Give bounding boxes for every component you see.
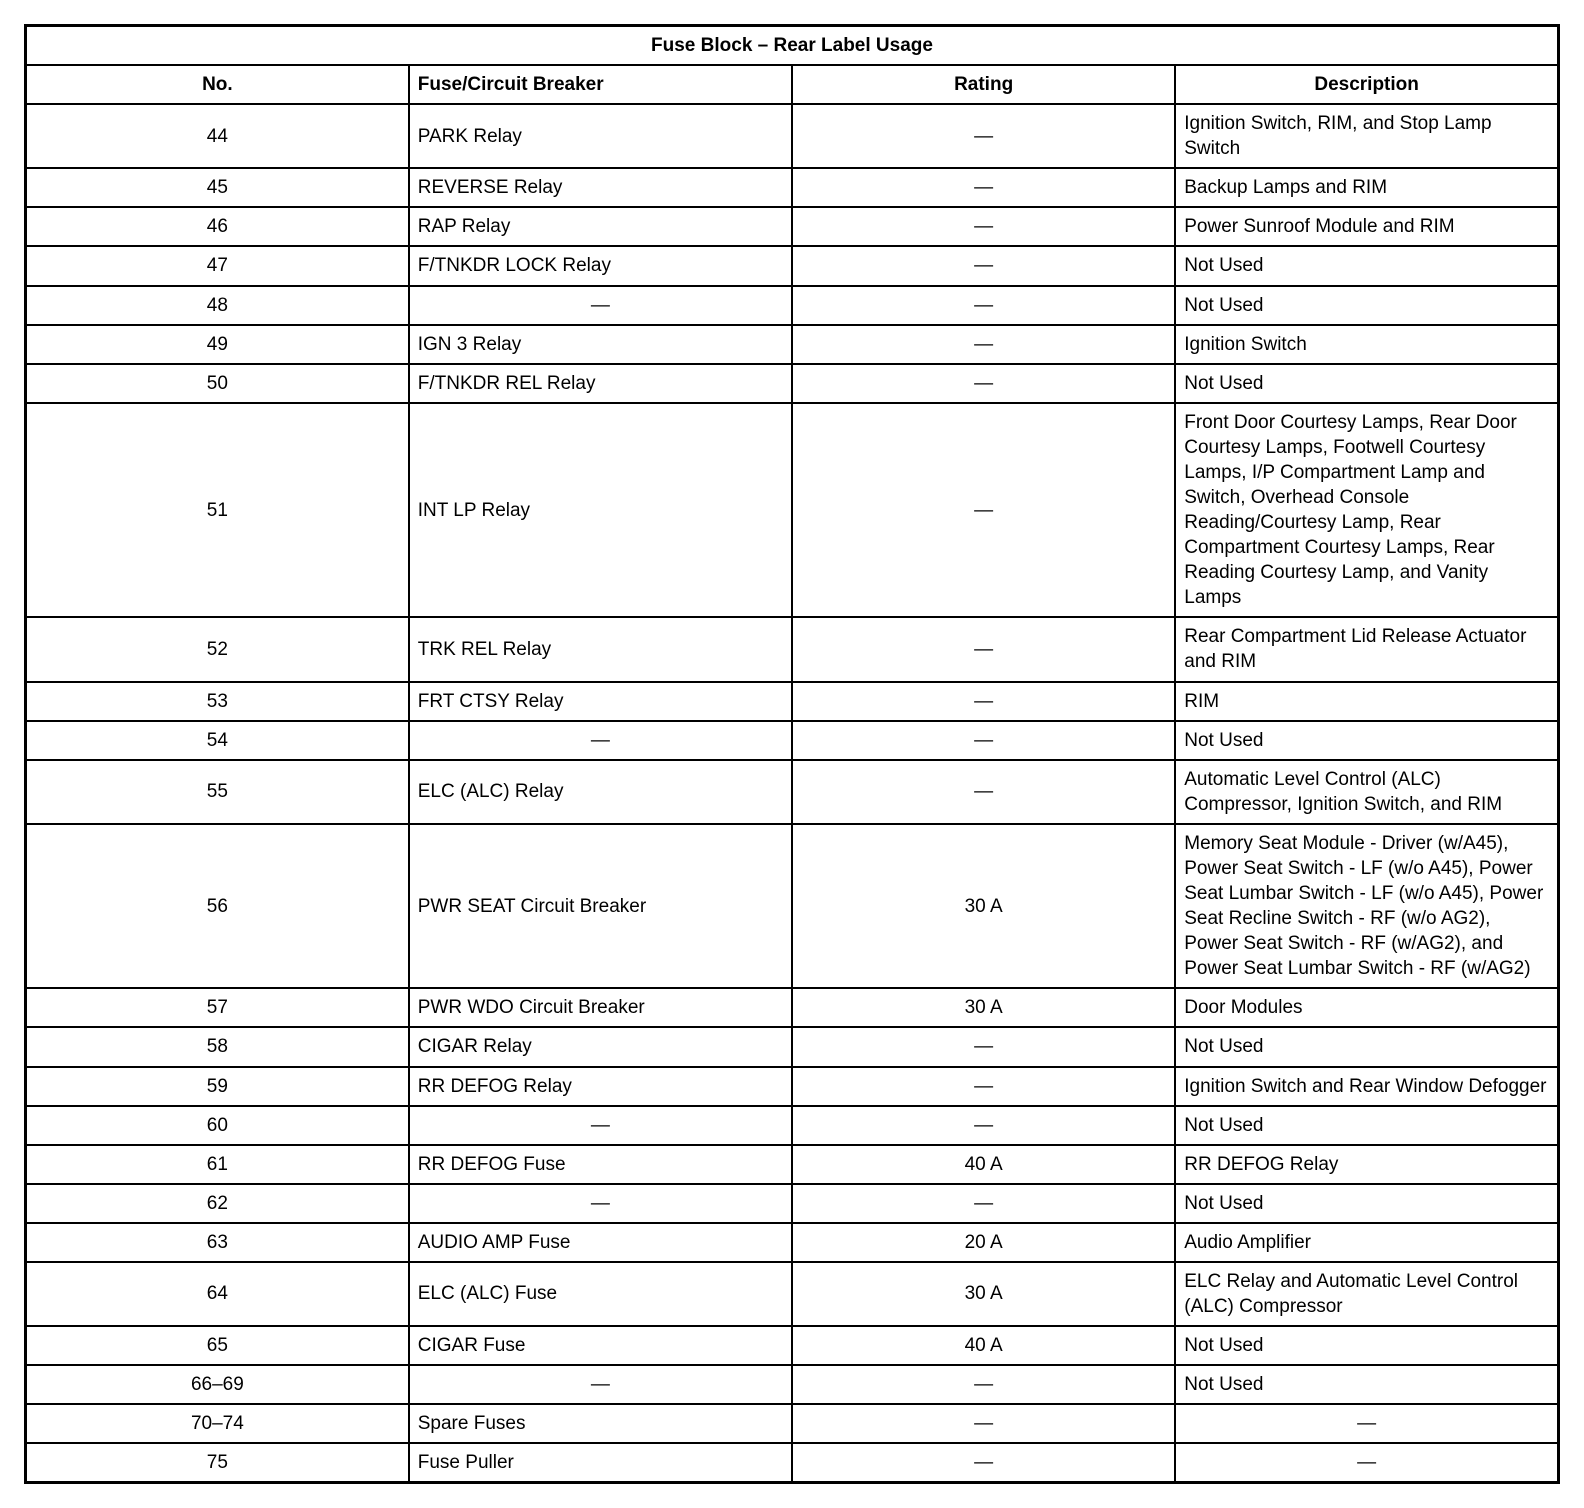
cell-fuse-circuit-breaker: Spare Fuses [409, 1404, 792, 1443]
cell-description: Not Used [1175, 1106, 1558, 1145]
cell-fuse-circuit-breaker: PARK Relay [409, 104, 792, 168]
cell-description: Not Used [1175, 1326, 1558, 1365]
cell-fuse-circuit-breaker: IGN 3 Relay [409, 325, 792, 364]
cell-description: Door Modules [1175, 988, 1558, 1027]
cell-no: 58 [26, 1027, 409, 1066]
cell-fuse-circuit-breaker: PWR SEAT Circuit Breaker [409, 824, 792, 988]
table-row [26, 246, 1559, 285]
cell-rating: — [792, 721, 1175, 760]
table-row [26, 1067, 1559, 1106]
cell-fuse-circuit-breaker: Fuse Puller [409, 1443, 792, 1483]
cell-no: 47 [26, 246, 409, 285]
column-header-no: No. [26, 65, 409, 104]
cell-fuse-circuit-breaker: — [409, 1365, 792, 1404]
table-row [26, 988, 1559, 1027]
table-title: Fuse Block – Rear Label Usage [26, 26, 1559, 66]
cell-no: 65 [26, 1326, 409, 1365]
cell-no: 53 [26, 682, 409, 721]
cell-fuse-circuit-breaker: AUDIO AMP Fuse [409, 1223, 792, 1262]
cell-fuse-circuit-breaker: REVERSE Relay [409, 168, 792, 207]
cell-rating: — [792, 760, 1175, 824]
cell-rating: 30 A [792, 1262, 1175, 1326]
fuse-table-head [26, 26, 1559, 105]
cell-description: Not Used [1175, 1365, 1558, 1404]
cell-no: 45 [26, 168, 409, 207]
table-row [26, 1145, 1559, 1184]
table-row [26, 682, 1559, 721]
cell-fuse-circuit-breaker: TRK REL Relay [409, 617, 792, 681]
cell-description: Not Used [1175, 1184, 1558, 1223]
cell-rating: 40 A [792, 1145, 1175, 1184]
cell-rating: — [792, 1365, 1175, 1404]
cell-no: 44 [26, 104, 409, 168]
cell-no: 48 [26, 286, 409, 325]
table-row [26, 364, 1559, 403]
cell-fuse-circuit-breaker: RAP Relay [409, 207, 792, 246]
cell-fuse-circuit-breaker: — [409, 1106, 792, 1145]
fuse-table-body [26, 104, 1559, 1483]
table-row [26, 824, 1559, 988]
cell-fuse-circuit-breaker: ELC (ALC) Fuse [409, 1262, 792, 1326]
cell-rating: — [792, 403, 1175, 618]
cell-fuse-circuit-breaker: PWR WDO Circuit Breaker [409, 988, 792, 1027]
cell-fuse-circuit-breaker: CIGAR Fuse [409, 1326, 792, 1365]
table-row [26, 207, 1559, 246]
cell-description: — [1175, 1443, 1558, 1483]
cell-rating: — [792, 1106, 1175, 1145]
cell-no: 55 [26, 760, 409, 824]
table-row [26, 168, 1559, 207]
table-row [26, 1326, 1559, 1365]
cell-rating: — [792, 1404, 1175, 1443]
cell-no: 59 [26, 1067, 409, 1106]
cell-description: Not Used [1175, 721, 1558, 760]
table-row [26, 1027, 1559, 1066]
cell-description: Ignition Switch, RIM, and Stop Lamp Switch [1175, 104, 1558, 168]
cell-fuse-circuit-breaker: F/TNKDR LOCK Relay [409, 246, 792, 285]
cell-description: Memory Seat Module - Driver (w/A45), Power Seat Switch - LF (w/o A45), Power Seat Lumbar Switch - LF (w/o A45), Power Seat Recline Switch - RF (w/o AG2), Power Seat Switch - RF (w/AG2), and Power Seat Lumbar Switch - RF (w/AG2) [1175, 824, 1558, 988]
table-row [26, 1262, 1559, 1326]
cell-rating: — [792, 168, 1175, 207]
cell-fuse-circuit-breaker: RR DEFOG Fuse [409, 1145, 792, 1184]
cell-rating: — [792, 364, 1175, 403]
cell-no: 52 [26, 617, 409, 681]
column-header-rating: Rating [792, 65, 1175, 104]
cell-no: 50 [26, 364, 409, 403]
table-row [26, 721, 1559, 760]
cell-fuse-circuit-breaker: FRT CTSY Relay [409, 682, 792, 721]
cell-rating: 20 A [792, 1223, 1175, 1262]
cell-description: RR DEFOG Relay [1175, 1145, 1558, 1184]
cell-rating: — [792, 325, 1175, 364]
table-row [26, 1443, 1559, 1483]
cell-fuse-circuit-breaker: — [409, 721, 792, 760]
cell-fuse-circuit-breaker: INT LP Relay [409, 403, 792, 618]
cell-no: 57 [26, 988, 409, 1027]
table-row [26, 1223, 1559, 1262]
cell-description: — [1175, 1404, 1558, 1443]
cell-fuse-circuit-breaker: — [409, 1184, 792, 1223]
table-row [26, 1404, 1559, 1443]
cell-description: Not Used [1175, 364, 1558, 403]
table-row [26, 1184, 1559, 1223]
table-row [26, 760, 1559, 824]
cell-description: Audio Amplifier [1175, 1223, 1558, 1262]
cell-rating: 30 A [792, 824, 1175, 988]
cell-description: Automatic Level Control (ALC) Compressor, Ignition Switch, and RIM [1175, 760, 1558, 824]
cell-rating: 40 A [792, 1326, 1175, 1365]
cell-rating: — [792, 682, 1175, 721]
cell-description: Not Used [1175, 246, 1558, 285]
cell-no: 51 [26, 403, 409, 618]
title-row [26, 26, 1559, 66]
cell-description: RIM [1175, 682, 1558, 721]
cell-no: 70–74 [26, 1404, 409, 1443]
fuse-block-table [24, 24, 1560, 1484]
cell-no: 63 [26, 1223, 409, 1262]
table-row [26, 617, 1559, 681]
cell-fuse-circuit-breaker: RR DEFOG Relay [409, 1067, 792, 1106]
table-row [26, 104, 1559, 168]
cell-description: Ignition Switch [1175, 325, 1558, 364]
cell-rating: — [792, 1184, 1175, 1223]
cell-fuse-circuit-breaker: — [409, 286, 792, 325]
cell-no: 75 [26, 1443, 409, 1483]
cell-description: Not Used [1175, 1027, 1558, 1066]
cell-rating: — [792, 1443, 1175, 1483]
cell-description: Power Sunroof Module and RIM [1175, 207, 1558, 246]
cell-rating: — [792, 1027, 1175, 1066]
table-row [26, 1106, 1559, 1145]
cell-no: 49 [26, 325, 409, 364]
cell-no: 54 [26, 721, 409, 760]
cell-rating: 30 A [792, 988, 1175, 1027]
table-row [26, 1365, 1559, 1404]
cell-rating: — [792, 1067, 1175, 1106]
cell-rating: — [792, 104, 1175, 168]
cell-no: 60 [26, 1106, 409, 1145]
cell-no: 62 [26, 1184, 409, 1223]
table-row [26, 325, 1559, 364]
cell-no: 46 [26, 207, 409, 246]
cell-no: 64 [26, 1262, 409, 1326]
cell-description: Not Used [1175, 286, 1558, 325]
cell-description: Rear Compartment Lid Release Actuator and RIM [1175, 617, 1558, 681]
cell-rating: — [792, 207, 1175, 246]
cell-no: 56 [26, 824, 409, 988]
cell-no: 61 [26, 1145, 409, 1184]
cell-rating: — [792, 617, 1175, 681]
cell-fuse-circuit-breaker: ELC (ALC) Relay [409, 760, 792, 824]
cell-description: Ignition Switch and Rear Window Defogger [1175, 1067, 1558, 1106]
cell-fuse-circuit-breaker: F/TNKDR REL Relay [409, 364, 792, 403]
column-header-fuse-circuit-breaker: Fuse/Circuit Breaker [409, 65, 792, 104]
cell-rating: — [792, 286, 1175, 325]
cell-rating: — [792, 246, 1175, 285]
cell-description: Backup Lamps and RIM [1175, 168, 1558, 207]
cell-fuse-circuit-breaker: CIGAR Relay [409, 1027, 792, 1066]
table-row [26, 403, 1559, 618]
header-row [26, 65, 1559, 104]
table-row [26, 286, 1559, 325]
cell-description: ELC Relay and Automatic Level Control (ALC) Compressor [1175, 1262, 1558, 1326]
cell-no: 66–69 [26, 1365, 409, 1404]
cell-description: Front Door Courtesy Lamps, Rear Door Courtesy Lamps, Footwell Courtesy Lamps, I/P Compartment Lamp and Switch, Overhead Console Reading/Courtesy Lamp, Rear Compartment Courtesy Lamps, Rear Reading Courtesy Lamp, and Vanity Lamps [1175, 403, 1558, 618]
column-header-description: Description [1175, 65, 1558, 104]
